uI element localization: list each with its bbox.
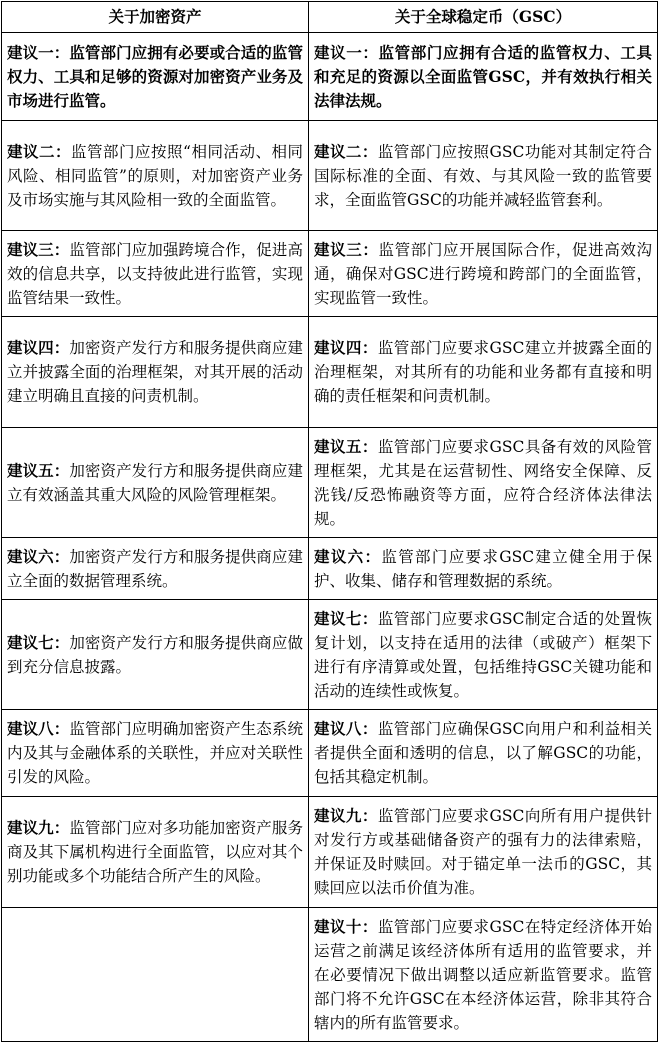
gsc-recommendation-3: 建议三：监管部门应开展国际合作，促进高效沟通，确保对GSC进行跨境和跨部门的全面监管，实现监管一致性。 [309,231,658,317]
crypto-recommendation-5: 建议五：加密资产发行方和服务提供商应建立有效涵盖其重大风险的风险管理框架。 [2,428,309,538]
table-row [2,317,658,428]
crypto-empty-cell [2,908,309,1042]
crypto-recommendation-9: 建议九：监管部门应对多功能加密资产服务商及其下属机构进行全面监管，以应对其个别功能或多个功能结合所产生的风险。 [2,797,309,908]
table-row [2,908,658,1042]
gsc-recommendation-8: 建议八：监管部门应确保GSC向用户和利益相关者提供全面和透明的信息，以了解GSC的功能，包括其稳定机制。 [309,710,658,797]
table-row [2,600,658,710]
crypto-recommendation-7: 建议七：加密资产发行方和服务提供商应做到充分信息披露。 [2,600,309,710]
gsc-recommendation-5: 建议五：监管部门应要求GSC具备有效的风险管理框架，尤其是在运营韧性、网络安全保障、反洗钱/反恐怖融资等方面，应符合经济体法律法规。 [309,428,658,538]
table-row [2,797,658,908]
gsc-recommendation-9: 建议九：监管部门应要求GSC向所有用户提供针对发行方或基础储备资产的强有力的法律索赔，并保证及时赎回。对于锚定单一法币的GSC，其赎回应以法币价值为准。 [309,797,658,908]
crypto-recommendation-1: 建议一：监管部门应拥有必要或合适的监管权力、工具和足够的资源对加密资产业务及市场进行监管。 [2,33,309,121]
table-row [2,33,658,121]
header-global-stablecoins: 关于全球稳定币（GSC） [309,2,658,33]
gsc-recommendation-2: 建议二：监管部门应按照GSC功能对其制定符合国际标准的全面、有效、与其风险一致的监管要求，全面监管GSC的功能并减轻监管套利。 [309,121,658,231]
gsc-recommendation-7: 建议七：监管部门应要求GSC制定合适的处置恢复计划，以支持在适用的法律（或破产）框架下进行有序清算或处置，包括维持GSC关键功能和活动的连续性或恢复。 [309,600,658,710]
table-row [2,231,658,317]
crypto-recommendation-8: 建议八：监管部门应明确加密资产生态系统内及其与金融体系的关联性，并应对关联性引发的风险。 [2,710,309,797]
crypto-recommendation-4: 建议四：加密资产发行方和服务提供商应建立并披露全面的治理框架，对其开展的活动建立明确且直接的问责机制。 [2,317,309,428]
crypto-recommendation-3: 建议三：监管部门应加强跨境合作，促进高效的信息共享，以支持彼此进行监管，实现监管结果一致性。 [2,231,309,317]
crypto-recommendation-2: 建议二：监管部门应按照“相同活动、相同风险、相同监管”的原则，对加密资产业务及市场实施与其风险相一致的全面监管。 [2,121,309,231]
gsc-recommendation-10: 建议十：监管部门应要求GSC在特定经济体开始运营之前满足该经济体所有适用的监管要求，并在必要情况下做出调整以适应新监管要求。监管部门将不允许GSC在本经济体运营，除非其符合辖内的所有监管要求。 [309,908,658,1042]
table-row [2,710,658,797]
table-row [2,428,658,538]
table-row [2,538,658,600]
gsc-recommendation-6: 建议六：监管部门应要求GSC建立健全用于保护、收集、储存和管理数据的系统。 [309,538,658,600]
gsc-recommendation-1: 建议一：监管部门应拥有合适的监管权力、工具和充足的资源以全面监管GSC，并有效执行相关法律法规。 [309,33,658,121]
recommendations-table [1,1,658,1042]
header-row [2,2,658,33]
gsc-recommendation-4: 建议四：监管部门应要求GSC建立并披露全面的治理框架，对其所有的功能和业务都有直接和明确的责任框架和问责机制。 [309,317,658,428]
header-crypto-assets: 关于加密资产 [2,2,309,33]
crypto-recommendation-6: 建议六：加密资产发行方和服务提供商应建立全面的数据管理系统。 [2,538,309,600]
table-row [2,121,658,231]
